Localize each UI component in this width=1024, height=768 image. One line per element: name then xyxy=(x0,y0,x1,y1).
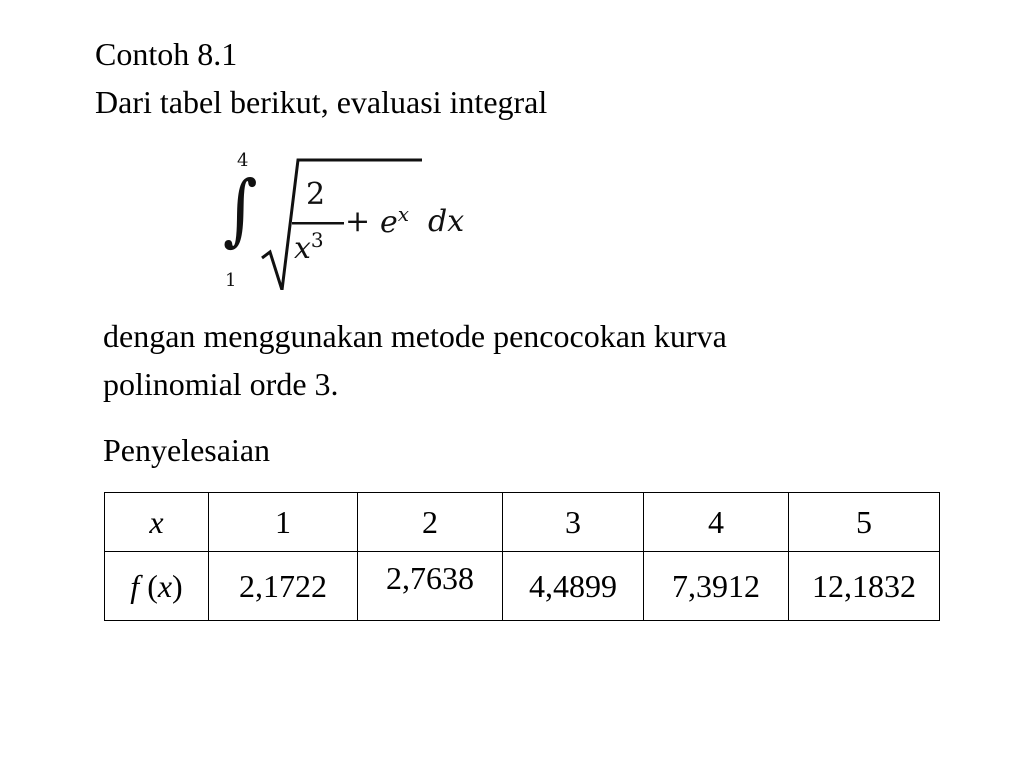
table-row-fx xyxy=(105,552,940,621)
table-cell: 2,7638 xyxy=(358,552,503,621)
example-title: Contoh 8.1 xyxy=(95,36,238,72)
table-cell: 3 xyxy=(503,493,644,552)
integral-formula xyxy=(210,140,500,300)
fraction-numerator: 2 xyxy=(306,177,326,212)
table-cell: 4 xyxy=(644,493,789,552)
integral-sign: ∫ xyxy=(223,165,258,255)
table-cell: 2,1722 xyxy=(209,552,358,621)
table-header-fx: f (x) xyxy=(105,552,209,621)
plus-sign: + xyxy=(345,204,371,239)
differential: dx xyxy=(428,204,465,239)
fraction-bar xyxy=(292,222,344,226)
table-cell: 12,1832 xyxy=(789,552,940,621)
table-cell: 2 xyxy=(358,493,503,552)
method-line-2: polinomial orde 3. xyxy=(103,366,339,402)
table-cell: 7,3912 xyxy=(644,552,789,621)
solution-heading: Penyelesaian xyxy=(103,432,271,468)
exponential-term: $e^x$ xyxy=(380,202,410,240)
lower-limit: 1 xyxy=(225,270,237,291)
upper-limit: 4 xyxy=(237,150,249,171)
table-cell: 1 xyxy=(209,493,358,552)
table-cell: 5 xyxy=(789,493,940,552)
method-line-1: dengan menggunakan metode pencocokan kurva xyxy=(103,318,727,354)
table-cell: 4,4899 xyxy=(503,552,644,621)
fraction-denominator: $x^3$ xyxy=(294,228,324,266)
data-table xyxy=(104,492,940,621)
example-intro: Dari tabel berikut, evaluasi integral xyxy=(95,84,548,120)
table-header-x: x xyxy=(105,493,209,552)
table-row-x xyxy=(105,493,940,552)
